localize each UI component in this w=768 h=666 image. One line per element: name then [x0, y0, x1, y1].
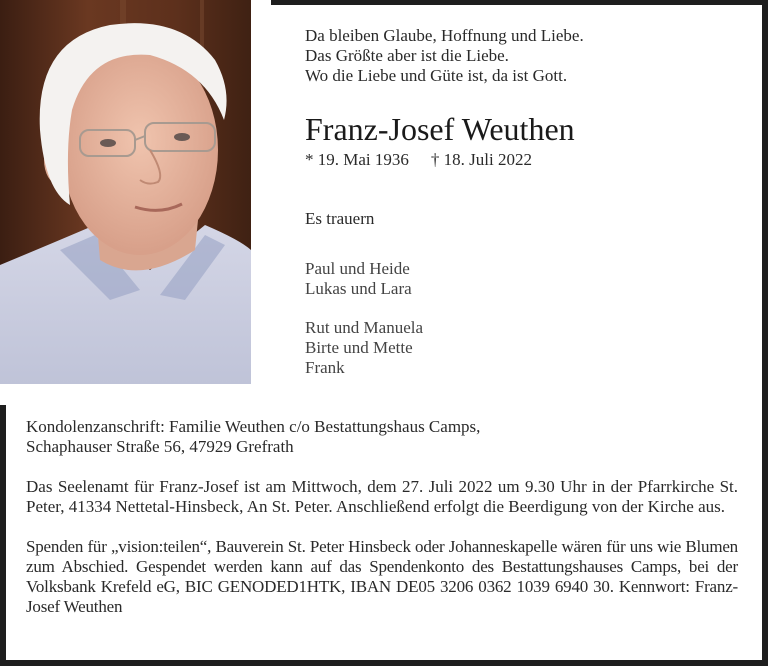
mourner-entry: Birte und Mette [305, 338, 413, 357]
deceased-name: Franz-Josef Weuthen [305, 111, 575, 147]
mourner-group [305, 318, 423, 378]
verse-line: Das Größte aber ist die Liebe. [305, 46, 509, 65]
mourner-entry: Lukas und Lara [305, 279, 412, 298]
mourner-entry: Frank [305, 358, 345, 377]
mourner-entry: Rut und Manuela [305, 318, 424, 337]
verse-line: Da bleiben Glaube, Hoffnung und Liebe. [305, 26, 584, 45]
life-dates [305, 150, 532, 170]
mourners-list [305, 259, 423, 397]
death-date: † 18. Juli 2022 [430, 150, 532, 169]
frame-bottom-border [0, 660, 768, 666]
mourner-entry: Paul und Heide [305, 259, 410, 278]
mourning-intro: Es trauern [305, 209, 375, 228]
frame-right-border [762, 0, 768, 666]
condolence-line: Schaphauser Straße 56, 47929 Grefrath [26, 437, 294, 456]
verse-quote [305, 26, 584, 86]
birth-date: * 19. Mai 1936 [305, 150, 409, 169]
verse-line: Wo die Liebe und Güte ist, da ist Gott. [305, 66, 568, 85]
condolence-line: Kondolenzanschrift: Familie Weuthen c/o Bestattungshaus Camps, [26, 417, 481, 436]
condolence-address [26, 417, 738, 457]
mourner-group [305, 259, 423, 299]
frame-top-border [271, 0, 768, 5]
service-info: Das Seelenamt für Franz-Josef ist am Mittwoch, dem 27. Juli 2022 um 9.30 Uhr in der Pfarrkirche St. Peter, 41334 Nettetal-Hinsbeck, An St. Peter. Anschließend erfolgt die Beerdigung von der Kirche aus. [26, 477, 738, 516]
portrait-photo [0, 0, 251, 384]
portrait-illustration [0, 0, 251, 384]
notice-details [26, 417, 738, 637]
frame-left-border [0, 405, 6, 666]
donation-info: Spenden für „vision:teilen“, Bauverein St. Peter Hinsbeck oder Johanneskapelle wären für uns wie Blumen zum Abschied. Gespendet werden kann auf das Spendenkonto des Bestattungshauses Camps, bei der Volksbank Krefeld eG, BIC GENODED1HTK, IBAN DE05 3206 0362 1039 6940 30. Kennwort: Franz-Josef Weuthen [26, 537, 738, 616]
